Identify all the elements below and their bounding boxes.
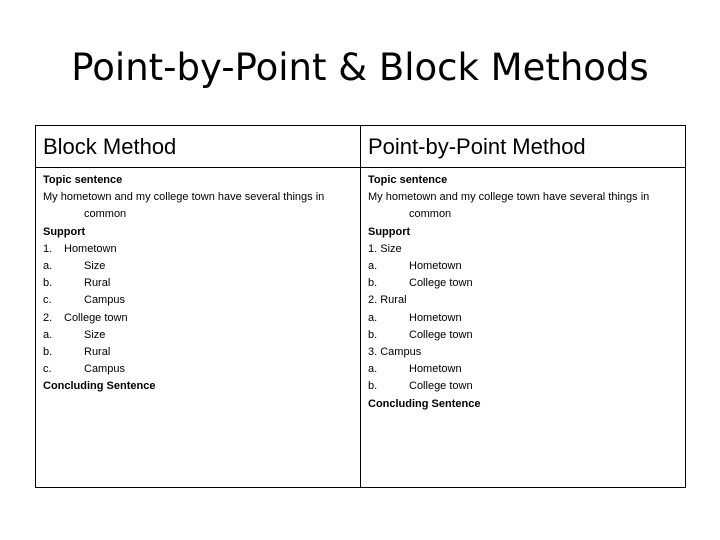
list-item: [43, 292, 353, 309]
list-marker: a.: [368, 260, 378, 273]
slide-title: Point-by-Point & Block Methods: [71, 46, 649, 89]
list-text: Hometown: [409, 311, 462, 324]
block-topic-text: My hometown and my college town have several things in common: [43, 191, 325, 221]
list-marker: b.: [368, 277, 378, 290]
list-item: [368, 361, 678, 378]
point-topic-label: Topic sentence: [368, 174, 448, 186]
list-number: 2.: [43, 311, 53, 324]
list-item: [368, 378, 678, 395]
list-item: [43, 258, 353, 275]
block-concluding-label: Concluding Sentence: [43, 380, 156, 393]
list-marker: a.: [368, 363, 378, 376]
point-group-campus-heading: 3. Campus: [368, 346, 422, 359]
list-text: Campus: [84, 294, 125, 307]
list-number: 1.: [43, 242, 53, 255]
block-method-header: Block Method: [36, 126, 361, 168]
list-text: Campus: [84, 363, 125, 376]
list-text: College town: [409, 380, 473, 393]
list-item: [368, 327, 678, 344]
list-text: College town: [409, 277, 473, 290]
list-marker: c.: [43, 294, 52, 307]
list-marker: a.: [43, 328, 53, 341]
list-item: [43, 361, 353, 378]
list-item: [43, 327, 353, 344]
table-body-row: [36, 168, 686, 488]
list-marker: a.: [368, 311, 378, 324]
list-text: Hometown: [64, 242, 117, 255]
block-method-cell: [36, 168, 361, 488]
list-item: [43, 275, 353, 292]
list-marker: b.: [368, 380, 378, 393]
comparison-table: [35, 125, 686, 488]
block-item-hometown: [43, 241, 353, 258]
point-method-header: Point-by-Point Method: [361, 126, 686, 168]
point-support-label: Support: [368, 225, 411, 238]
block-item-college-town: [43, 310, 353, 327]
table-header-row: [36, 126, 686, 168]
list-text: College town: [64, 311, 128, 324]
block-topic-label: Topic sentence: [43, 174, 123, 186]
list-marker: b.: [368, 328, 378, 341]
list-item: [368, 310, 678, 327]
block-support-label: Support: [43, 225, 86, 238]
list-text: Rural: [84, 346, 111, 359]
point-topic-text: My hometown and my college town have several things in common: [368, 191, 650, 221]
point-group-rural-heading: 2. Rural: [368, 294, 407, 307]
point-method-cell: [361, 168, 686, 488]
list-marker: a.: [43, 260, 53, 273]
list-text: Size: [84, 260, 106, 273]
point-group-size-heading: 1. Size: [368, 242, 402, 255]
list-text: Hometown: [409, 363, 462, 376]
list-item: [368, 275, 678, 292]
list-marker: c.: [43, 363, 52, 376]
list-text: Hometown: [409, 260, 462, 273]
list-marker: b.: [43, 277, 53, 290]
list-marker: b.: [43, 346, 53, 359]
list-text: College town: [409, 328, 473, 341]
list-item: [43, 344, 353, 361]
point-concluding-label: Concluding Sentence: [368, 397, 481, 410]
list-item: [368, 258, 678, 275]
list-text: Rural: [84, 277, 111, 290]
list-text: Size: [84, 328, 106, 341]
